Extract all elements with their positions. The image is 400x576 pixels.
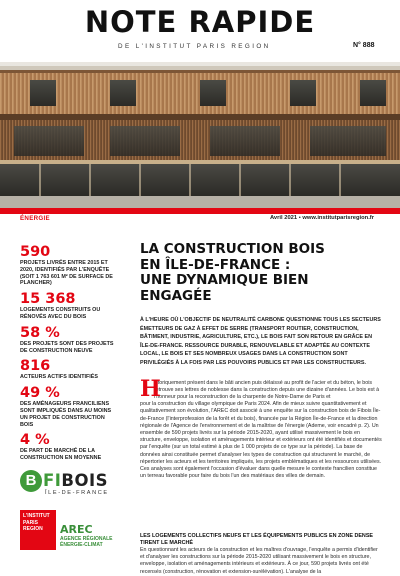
key-figure-text: DES PROJETS SONT DES PROJETS DE CONSTRUCTION NEUVE	[20, 340, 114, 354]
arec-wordmark: AREC	[60, 523, 93, 536]
cover-photo	[0, 62, 400, 208]
key-figure-number: 816	[20, 358, 51, 375]
fibois-wordmark-prefix: FI	[43, 471, 62, 490]
institut-line: PARIS	[23, 519, 38, 526]
key-figure-number: 49 %	[20, 385, 60, 402]
headline-line: LA CONSTRUCTION BOIS	[140, 241, 325, 257]
fibois-region: ÎLE-DE-FRANCE	[45, 490, 109, 496]
key-figure-number: 15 368	[20, 291, 76, 308]
arec-subtitle-line: ÉNERGIE-CLIMAT	[60, 542, 103, 549]
key-figure-text: DES AMÉNAGEURS FRANCILIENS SONT IMPLIQUÉS DANS AU MOINS UN PROJET DE CONSTRUCTION BOIS	[20, 401, 112, 428]
publication-title: NOTE RAPIDE	[84, 5, 316, 39]
date-line	[270, 215, 374, 221]
arec-subtitle	[60, 536, 113, 549]
article-headline	[140, 242, 382, 304]
category-strip	[0, 214, 400, 226]
key-figure-number: 4 %	[20, 432, 50, 449]
section-paragraph: En questionnant les acteurs de la construction et les maîtres d'ouvrage, l'enquête a permis d'identifier et d'analyser les constructions sur la période 2015-2020 utilisant massivement le bois en structure, enveloppe, isolation et aménagements intérieurs et extérieurs. À ce jour, 590 projets livrés ont été recensés (construction, rénovation et extension-surélévation). L'analyse de la	[140, 547, 378, 575]
headline-line: UNE DYNAMIQUE BIEN ENGAGÉE	[140, 272, 309, 304]
fibois-mark-icon: B	[20, 470, 42, 492]
masthead	[0, 0, 400, 62]
key-figure-text: DE PART DE MARCHÉ DE LA CONSTRUCTION EN MOYENNE	[20, 448, 102, 462]
key-figure-number: 58 %	[20, 324, 60, 341]
partner-logos	[20, 510, 130, 556]
article-main	[140, 242, 382, 480]
institut-paris-region-logo	[20, 510, 56, 550]
section-intro	[140, 533, 382, 576]
key-figure-text: PROJETS LIVRÉS ENTRE 2015 ET 2020, IDENTIFIÉS PAR L'ENQUÊTE (SOIT 1 763 601 M² DE SURFACE DE PLANCHER)	[20, 260, 113, 287]
key-figure	[20, 244, 118, 287]
drop-cap: H	[140, 375, 161, 402]
publication-date: Avril 2021	[269, 215, 298, 221]
website-link[interactable]: www.institutparisregion.fr	[302, 215, 374, 221]
institut-line: REGION	[23, 526, 43, 532]
key-figures-sidebar	[20, 244, 118, 466]
headline-line: EN ÎLE-DE-FRANCE :	[140, 256, 291, 273]
key-figure-text: LOGEMENTS CONSTRUITS OU RÉNOVÉS AVEC DU BOIS	[20, 307, 101, 320]
article-intro: À L'HEURE OÙ L'OBJECTIF DE NEUTRALITÉ CARBONE QUESTIONNE TOUS LES SECTEURS ÉMETTEURS DE GAZ À EFFET DE SERRE (TRANSPORT ROUTIER, CONSTRUCTION, BÂTIMENT, INDUSTRIE, AGRICULTURE, ETC.), LE BOIS FAIT SON RETOUR EN GRÂCE EN ÎLE-DE-FRANCE. RESSOURCE DURABLE, RENOUVELABLE ET ADAPTÉE AU CONTEXTE LOCAL, LE BOIS ET SES NOMBREUX USAGES DANS LA CONSTRUCTION SONT PRIVILÉGIÉS À LA FOIS PAR LES POUVOIRS PUBLICS ET PAR LES CONSTRUCTEURS.	[140, 317, 381, 366]
fibois-logo	[20, 468, 120, 502]
key-figure-text: ACTEURS ACTIFS IDENTIFIÉS	[20, 374, 98, 381]
key-figure	[20, 385, 118, 428]
date-separator: •	[297, 215, 303, 221]
article-body	[140, 375, 382, 481]
issue-number: N° 888	[353, 42, 375, 49]
body-paragraph: pour la construction du village olympique de Paris 2024. Afin de mieux suivre quantitativement et qualitativement son évolution, l'AREC doit associé à une enquête sur la construction bois de Fibois Île-de-France (l'interprofession de la forêt et du bois), financée par la Région Île-de-France et la direction régionale de l'Agence de l'environnement et de la maîtrise de l'énergie (Ademe, voir encadré p. 2). Un ensemble de 590 projets livrés sur la période 2015-2020, ayant utilisé massivement le bois en structure, enveloppe, isolation et aménagements intérieur et extérieurs ont été identifiés et documentés par l'enquête (sur un total estimé à plus de 1 000 projets de ce type sur la période). La base de données ainsi constituée permet d'analyser les types de construction qui structurent le marché, de répertorier les acteurs et les territoires impliqués, les projets emblématiques et les ressources utilisées. Ces analyses sont également l'occasion d'évaluer dans quelle mesure le contexte francilien constitue un terreau favorable pour faire du bois l'un des matériaux des villes de demain.	[140, 401, 382, 480]
fibois-wordmark-suffix: BOIS	[61, 471, 109, 490]
key-figure	[20, 291, 118, 321]
institut-line: L'INSTITUT	[23, 513, 50, 519]
fibois-wordmark	[43, 471, 108, 490]
key-figure	[20, 432, 118, 462]
key-figure	[20, 325, 118, 355]
arec-subtitle-line: AGENCE RÉGIONALE	[60, 536, 113, 542]
section-title: LES LOGEMENTS COLLECTIFS NEUFS ET LES ÉQUIPEMENTS PUBLICS EN ZONE DENSE TIRENT LE MARCHÉ	[140, 533, 374, 546]
publication-subtitle: DE L'INSTITUT PARIS REGION	[118, 43, 271, 50]
key-figure	[20, 358, 118, 381]
key-figure-number: 590	[20, 244, 51, 260]
body-paragraph-start: istoriquement présent dans le bâti ancien puis délaissé au profit de l'acier et du béton, le bois retrouve ses lettres de noblesse dans la construction depuis une dizaine d'années. Le bois est à l'honneur pour la reconstruction de la charpente de Notre-Dame de Paris et	[154, 379, 380, 400]
category-label: ÉNERGIE	[20, 215, 50, 222]
wooden-building-illustration	[0, 62, 400, 208]
